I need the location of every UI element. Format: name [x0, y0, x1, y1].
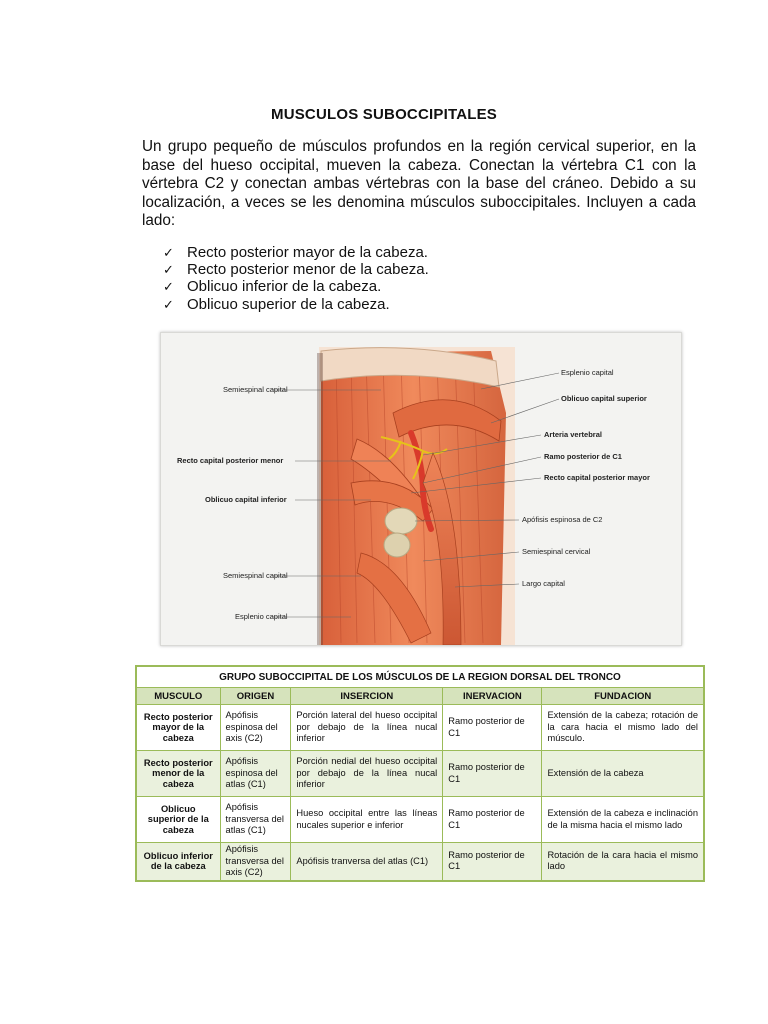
- cell-inervacion: Ramo posterior de C1: [443, 843, 542, 881]
- cell-musculo: Oblicuo inferior de la cabeza: [136, 843, 220, 881]
- figure-label: Arteria vertebral: [544, 430, 602, 439]
- cell-funcion: Rotación de la cara hacia el mismo lado: [542, 843, 704, 881]
- cell-musculo: Recto posterior mayor de la cabeza: [136, 705, 220, 751]
- cell-insercion: Porción nedial del hueso occipital por debajo de la línea nucal inferior: [291, 751, 443, 797]
- list-item: ✓ Oblicuo superior de la cabeza.: [163, 295, 390, 313]
- figure-label: Semiespinal capital: [223, 571, 288, 580]
- figure-label: Ramo posterior de C1: [544, 452, 622, 461]
- cell-insercion: Porción lateral del hueso occipital por debajo de la línea nucal inferior: [291, 705, 443, 751]
- cell-origen: Apófisis transversa del axis (C2): [220, 843, 291, 881]
- checkmark-icon: ✓: [163, 296, 174, 312]
- cell-inervacion: Ramo posterior de C1: [443, 797, 542, 843]
- list-item: ✓ Recto posterior mayor de la cabeza.: [163, 244, 428, 261]
- cell-inervacion: Ramo posterior de C1: [443, 751, 542, 797]
- figure-label: Oblicuo capital inferior: [205, 495, 287, 504]
- column-header: INERVACION: [443, 688, 542, 705]
- figure-label: Semiespinal capital: [223, 385, 288, 394]
- shadow-edge: [317, 353, 323, 645]
- muscle-list: [163, 244, 429, 313]
- figure-label: Semiespinal cervical: [522, 547, 591, 556]
- table-caption: GRUPO SUBOCCIPITAL DE LOS MÚSCULOS DE LA REGION DORSAL DEL TRONCO: [136, 666, 704, 688]
- document-title: MUSCULOS SUBOCCIPITALES: [271, 106, 497, 123]
- muscle-table: [135, 665, 705, 882]
- suboccipital-muscles-illustration: [161, 333, 681, 645]
- column-header: INSERCION: [291, 688, 443, 705]
- figure-label: Recto capital posterior menor: [177, 456, 284, 465]
- list-item: ✓ Oblicuo inferior de la cabeza.: [163, 278, 382, 296]
- table-row: [136, 797, 704, 843]
- cell-insercion: Apófisis tranversa del atlas (C1): [291, 843, 443, 881]
- cervical-vertebra: [384, 533, 410, 557]
- cell-inervacion: Ramo posterior de C1: [443, 705, 542, 751]
- column-header: ORIGEN: [220, 688, 291, 705]
- anatomy-figure: [160, 332, 682, 646]
- cell-funcion: Extensión de la cabeza e inclinación de la misma hacia el mismo lado: [542, 797, 704, 843]
- column-header: MUSCULO: [136, 688, 220, 705]
- figure-label: Esplenio capital: [561, 368, 614, 377]
- column-header: FUNDACION: [542, 688, 704, 705]
- intro-paragraph: Un grupo pequeño de músculos profundos en la región cervical superior, en la base del hueso occipital, mueven la cabeza. Conectan la vértebra C1 con la vértebra C2 y conectan ambas vértebras con la base del cráneo. Debido a su localización, a veces se les denomina músculos suboccipitales. Incluyen a cada lado:: [142, 138, 696, 229]
- cell-origen: Apófisis espinosa del axis (C2): [220, 705, 291, 751]
- figure-label: Esplenio capital: [235, 612, 288, 621]
- cell-funcion: Extensión de la cabeza; rotación de la cara hacia el mismo lado del músculo.: [542, 705, 704, 751]
- figure-label: Recto capital posterior mayor: [544, 473, 650, 482]
- checkmark-icon: ✓: [163, 262, 174, 278]
- figure-label: Largo capital: [522, 579, 565, 588]
- table-row: [136, 751, 704, 797]
- table-row: [136, 705, 704, 751]
- cell-insercion: Hueso occipital entre las líneas nucales superior e inferior: [291, 797, 443, 843]
- cell-musculo: Oblicuo superior de la cabeza: [136, 797, 220, 843]
- list-item: ✓ Recto posterior menor de la cabeza.: [163, 261, 429, 279]
- cell-origen: Apófisis transversa del atlas (C1): [220, 797, 291, 843]
- checkmark-icon: ✓: [163, 245, 174, 260]
- c2-spinous-process: [385, 508, 417, 534]
- figure-label: Apófisis espinosa de C2: [522, 515, 603, 524]
- figure-label: Oblicuo capital superior: [561, 394, 647, 403]
- cell-musculo: Recto posterior menor de la cabeza: [136, 751, 220, 797]
- cell-origen: Apófisis espinosa del atlas (C1): [220, 751, 291, 797]
- table-row: [136, 843, 704, 881]
- cell-funcion: Extensión de la cabeza: [542, 751, 704, 797]
- checkmark-icon: ✓: [163, 279, 174, 295]
